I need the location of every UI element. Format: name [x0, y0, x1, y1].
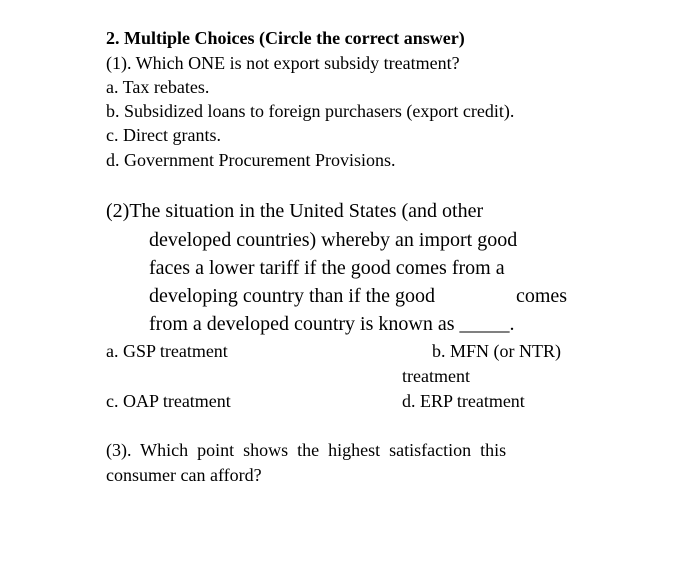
question-2-line-4: developing country than if the good	[149, 285, 436, 307]
q2-option-b[interactable]: b. MFN (or NTR)	[432, 341, 561, 361]
q1-option-b[interactable]: b. Subsidized loans to foreign purchasers (export credit).	[106, 101, 515, 121]
q1-option-c[interactable]: c. Direct grants.	[106, 125, 221, 145]
question-2-line-1: (2)The situation in the United States (and other	[106, 200, 484, 222]
question-2-line-5: from a developed country is known as _____.	[149, 313, 515, 335]
question-2-line-2: developed countries) whereby an import good	[149, 229, 518, 251]
q1-option-d[interactable]: d. Government Procurement Provisions.	[106, 150, 396, 170]
question-2-line-4-end: comes	[516, 285, 568, 307]
question-1-text: (1). Which ONE is not export subsidy treatment?	[106, 53, 460, 73]
question-3-line-2: consumer can afford?	[106, 465, 262, 485]
q2-option-a[interactable]: a. GSP treatment	[106, 341, 228, 361]
question-3-line-1: (3). Which point shows the highest satisfaction this	[106, 440, 507, 460]
q2-option-c[interactable]: c. OAP treatment	[106, 391, 231, 411]
q2-option-d[interactable]: d. ERP treatment	[402, 391, 525, 411]
section-title: 2. Multiple Choices (Circle the correct answer)	[106, 28, 465, 48]
q2-option-b-continued[interactable]: treatment	[402, 366, 470, 386]
question-2-line-3: faces a lower tariff if the good comes from a	[149, 257, 505, 279]
q1-option-a[interactable]: a. Tax rebates.	[106, 77, 210, 97]
